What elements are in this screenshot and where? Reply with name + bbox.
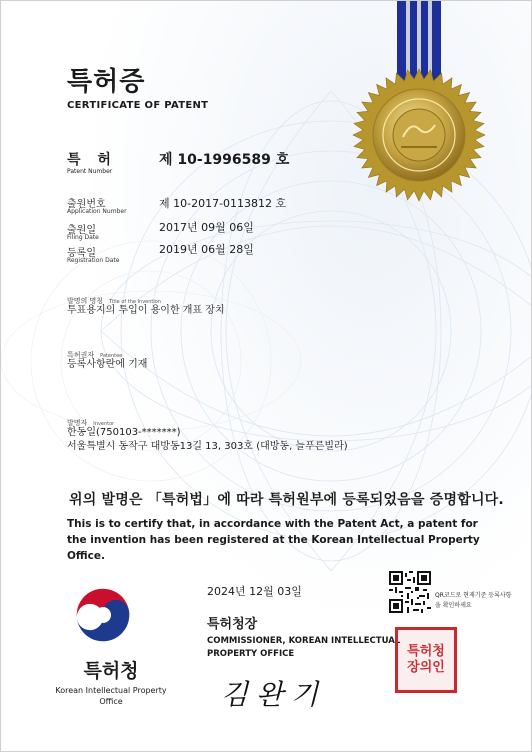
certificate-title: 특허증	[67, 67, 146, 97]
application-number-value: 제 10-2017-0113812 호	[159, 197, 287, 210]
filing-date-label-en: Filing Date	[67, 234, 99, 241]
commissioner-title-en: COMMISSIONER, KOREAN INTELLECTUAL PROPERTY OFFICE	[207, 636, 401, 659]
invention-title-label: 발명의 명칭	[67, 297, 104, 305]
registration-date-label-en: Registration Date	[67, 257, 120, 264]
patentee-value: 등록사항란에 기재	[67, 359, 148, 370]
patent-number-value: 제 10-1996589 호	[159, 152, 290, 168]
gold-seal-emblem	[351, 67, 487, 203]
application-number-label-en: Application Number	[67, 208, 127, 215]
invention-title-label-en: Title of the Invention	[109, 299, 161, 305]
kipo-taeguk-logo	[73, 585, 133, 645]
official-red-stamp	[395, 627, 457, 693]
patent-number-label-en: Patent Number	[67, 168, 113, 175]
patentee-label-en: Patentee	[100, 353, 123, 359]
stamp-text: 특허청장의인	[407, 644, 445, 675]
application-number-label: 출원번호	[67, 199, 106, 210]
commissioner-title: 특허청장	[207, 617, 258, 632]
kipo-name: 특허청	[83, 660, 139, 682]
invention-title-value: 투표용지의 투입이 용이한 개표 장치	[67, 305, 225, 316]
registration-date-value: 2019년 06월 28일	[159, 243, 254, 256]
kipo-name-en: Korean Intellectual Property Office	[55, 686, 167, 706]
inventor-address: 서울특별시 동작구 대방동13길 13, 303호 (대방동, 늘푸른빌라)	[67, 441, 348, 452]
filing-date-value: 2017년 09월 06일	[159, 221, 254, 234]
inventor-label: 발명자	[67, 419, 88, 427]
patent-number-label: 특 허	[67, 152, 117, 168]
inventor-label-en: Inventor	[93, 421, 115, 427]
certification-statement-en: This is to certify that, in accordance with the Patent Act, a patent for the invention has been registered at the Korean Intellectual Property Office.	[67, 518, 480, 562]
inventor-name: 한동일(750103-*******)	[67, 427, 181, 438]
certification-statement: 위의 발명은 「특허법」에 따라 특허원부에 등록되었음을 증명합니다.	[69, 492, 504, 508]
filing-date-label: 출원일	[67, 225, 96, 236]
qr-code[interactable]	[389, 571, 431, 613]
patentee-label: 특허권자	[67, 351, 95, 359]
issue-date: 2024년 12월 03일	[207, 585, 302, 598]
registration-date-label: 등록일	[67, 248, 96, 259]
certificate-title-en: CERTIFICATE OF PATENT	[67, 100, 209, 111]
qr-instruction: QR코드로 현재기준 등록사항을 확인하세요	[435, 592, 512, 609]
commissioner-signature: 김완기	[221, 678, 327, 711]
